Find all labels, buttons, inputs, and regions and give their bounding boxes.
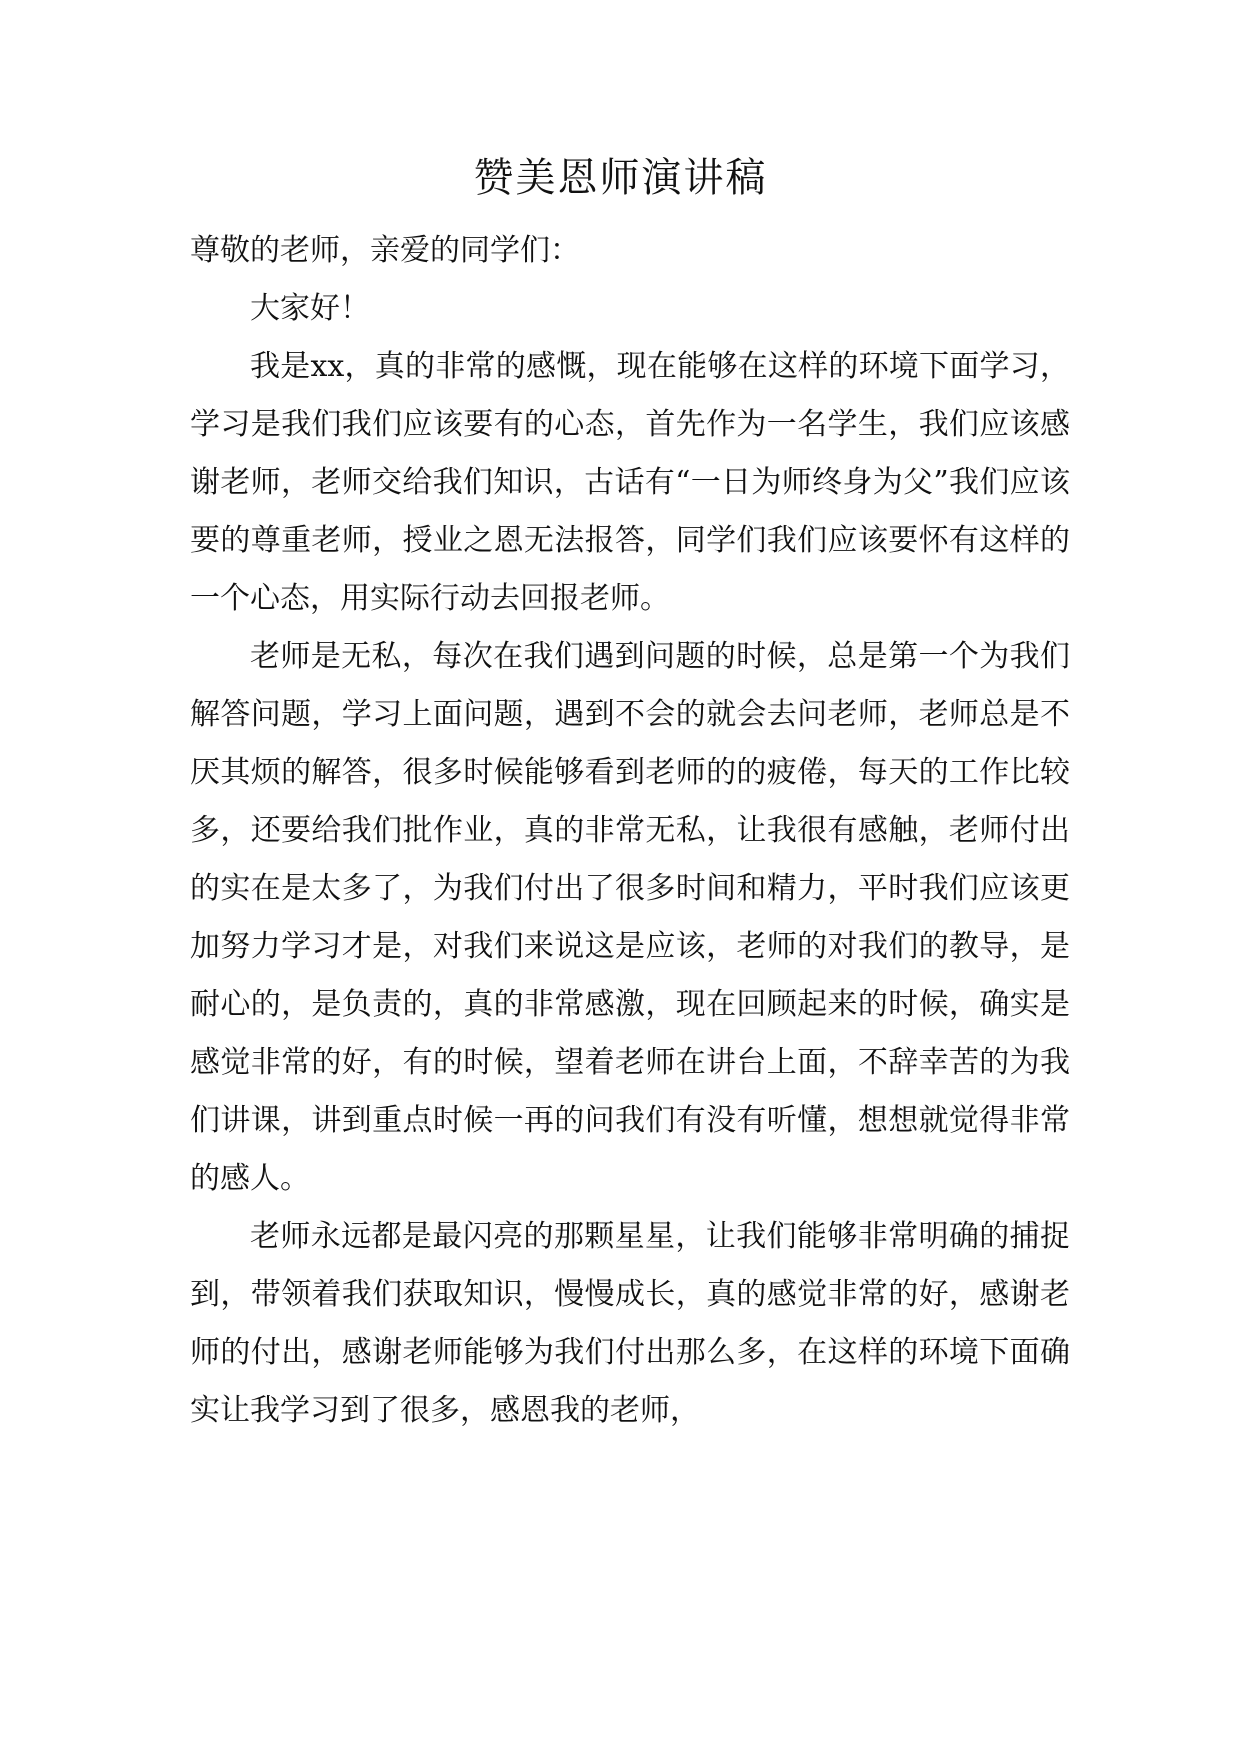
document-title: 赞美恩师演讲稿: [473, 155, 768, 201]
salutation: 尊敬的老师，亲爱的同学们：: [190, 233, 580, 268]
paragraph-brightest-star: 老师永远都是最闪亮的那颗星星，让我们能够非常明确的捕捉到，带领着我们获取知识，慢慢成长，真的感觉非常的好，感谢老师的付出，感谢老师能够为我们付出那么多，在这样的环境下面确实让我学习到了很多，感恩我的老师，: [190, 1219, 1070, 1428]
paragraph-selfless-teacher: 老师是无私，每次在我们遇到问题的时候，总是第一个为我们解答问题，学习上面问题，遇到不会的就会去问老师，老师总是不厌其烦的解答，很多时候能够看到老师的的疲倦，每天的工作比较多，还要给我们批作业，真的非常无私，让我很有感触，老师付出的实在是太多了，为我们付出了很多时间和精力，平时我们应该更加努力学习才是，对我们来说这是应该，老师的对我们的教导，是耐心的，是负责的，真的非常感激，现在回顾起来的时候，确实是感觉非常的好，有的时候，望着老师在讲台上面，不辞幸苦的为我们讲课，讲到重点时候一再的问我们有没有听懂，想想就觉得非常的感人。: [190, 639, 1070, 1196]
paragraph-introduction: 我是xx，真的非常的感慨，现在能够在这样的环境下面学习，学习是我们我们应该要有的心态，首先作为一名学生，我们应该感谢老师，老师交给我们知识，古话有“一日为师终身为父”我们应该要的尊重老师，授业之恩无法报答，同学们我们应该要怀有这样的一个心态，用实际行动去回报老师。: [190, 349, 1070, 616]
paragraph-greeting: 大家好！: [250, 291, 370, 326]
document-body: [190, 222, 1070, 1440]
